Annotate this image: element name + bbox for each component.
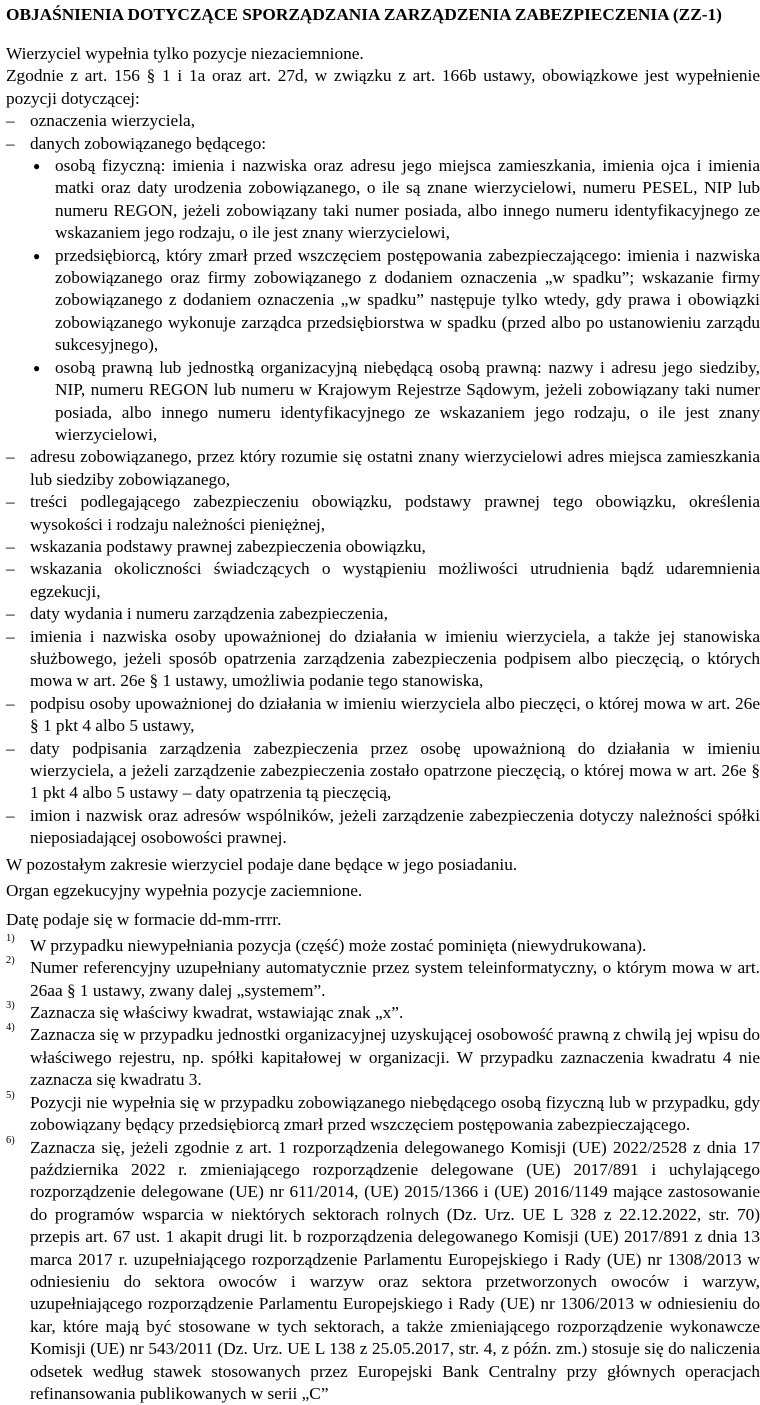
debtor-types-list bbox=[6, 155, 760, 446]
footnote-marker: 6) bbox=[6, 1134, 15, 1148]
footnote-item bbox=[6, 1092, 760, 1137]
list-item bbox=[6, 491, 760, 536]
remaining-paragraph: W pozostałym zakresie wierzyciel podaje dane będące w jego posiadaniu. bbox=[6, 854, 760, 876]
obligatory-positions-list bbox=[6, 110, 760, 155]
document-title: OBJAŚNIENIA DOTYCZĄCE SPORZĄDZANIA ZARZĄDZENIA ZABEZPIECZENIA (ZZ-1) bbox=[6, 0, 760, 27]
footnote-marker: 3) bbox=[6, 999, 15, 1013]
list-item-text: adresu zobowiązanego, przez który rozumie się ostatni znany wierzycielowi adres miejsca zamieszkania lub siedziby zobowiązanego, bbox=[30, 447, 760, 488]
footnote-marker: 2) bbox=[6, 954, 15, 968]
bullet-item bbox=[6, 155, 760, 245]
dash-marker: – bbox=[6, 110, 15, 132]
bullet-icon: ● bbox=[33, 357, 40, 379]
list-item-text: wskazania okoliczności świadczących o wystąpieniu możliwości utrudnienia bądź udaremnienia egzekucji, bbox=[30, 559, 760, 600]
footnote-marker: 4) bbox=[6, 1021, 15, 1035]
lead-paragraph: Zgodnie z art. 156 § 1 i 1a oraz art. 27d, w związku z art. 166b ustawy, obowiązkowe jest wypełnienie pozycji dotyczącej: bbox=[6, 65, 760, 110]
list-item-text: imion i nazwisk oraz adresów wspólników, jeżeli zarządzenie zabezpieczenia dotyczy należności spółki nieposiadającej osobowości prawnej. bbox=[30, 806, 760, 847]
list-item bbox=[6, 133, 760, 155]
footnote-item bbox=[6, 1137, 760, 1405]
list-item bbox=[6, 110, 760, 132]
footnote-text: W przypadku niewypełniania pozycja (część) może zostać pominięta (niewydrukowana). bbox=[30, 936, 646, 955]
list-item bbox=[6, 603, 760, 625]
footnote-text: Pozycji nie wypełnia się w przypadku zobowiązanego niebędącego osobą fizyczną lub w przypadku, gdy zobowiązany będący przedsiębiorcą zmarł przed wszczęciem postępowania zabezpieczającego. bbox=[30, 1093, 760, 1134]
footnote-marker: 5) bbox=[6, 1089, 15, 1103]
list-item-text: daty podpisania zarządzenia zabezpieczenia przez osobę upoważnioną do działania w imieniu wierzyciela, a jeżeli zarządzenie zabezpieczenia zostało opatrzone pieczęcią, o której mowa w art. 26e § 1 pkt 4 albo 5 ustawy – daty opatrzenia tą pieczęcią, bbox=[30, 739, 760, 803]
footnote-text: Zaznacza się w przypadku jednostki organizacyjnej uzyskującej osobowość prawną z chwilą jej wpisu do właściwego rejestru, np. spółki kapitałowej w organizacji. W przypadku zaznaczenia kwadratu 4 nie zaznacza się kwadratu 3. bbox=[30, 1025, 760, 1089]
dash-marker: – bbox=[6, 738, 15, 760]
list-item bbox=[6, 693, 760, 738]
bullet-item bbox=[6, 245, 760, 357]
list-item bbox=[6, 738, 760, 805]
obligatory-positions-list-continued bbox=[6, 446, 760, 849]
dash-marker: – bbox=[6, 693, 15, 715]
list-item-text: daty wydania i numeru zarządzenia zabezpieczenia, bbox=[30, 604, 388, 623]
footnote-item bbox=[6, 935, 760, 957]
footnotes-list bbox=[6, 935, 760, 1405]
dash-marker: – bbox=[6, 805, 15, 827]
dash-marker: – bbox=[6, 603, 15, 625]
list-item bbox=[6, 805, 760, 850]
footnote-text: Zaznacza się, jeżeli zgodnie z art. 1 rozporządzenia delegowanego Komisji (UE) 2022/2528 z dnia 17 października 2022 r. zmieniającego rozporządzenie delegowane (UE) 2017/891 i uchylającego rozporządzenie delegowane (UE) nr 611/2014, (UE) 2015/1366 i (UE) 2016/1149 mające zastosowanie do programów wsparcia w niektórych sektorach rolnych (Dz. Urz. UE L 328 z 22.12.2022, str. 70) przepis art. 67 ust. 1 akapit drugi lit. b rozporządzenia delegowanego Komisji (UE) 2017/891 z dnia 13 marca 2017 r. uzupełniającego rozporządzenie Parlamentu Europejskiego i Rady (UE) nr 1308/2013 w odniesieniu do sektora owoców i warzyw oraz sektora przetworzonych owoców i warzyw, uzupełniającego rozporządzenie Parlamentu Europejskiego i Rady (UE) nr 1306/2013 w odniesieniu do kar, które mają być stosowane w tych sektorach, a także zmieniającego rozporządzenie wykonawcze Komisji (UE) nr 543/2011 (Dz. Urz. UE L 138 z 25.05.2017, str. 4, z późn. zm.) stosuje się do naliczenia odsetek według stawek stosowanych przez Europejski Bank Centralny przy głównych operacjach refinansowania publikowanych w serii „C” bbox=[30, 1138, 760, 1403]
bullet-text: przedsiębiorcą, który zmarł przed wszczęciem postępowania zabezpieczającego: imienia i nazwiska zobowiązanego oraz firmy zobowiązanego z dodaniem oznaczenia „w spadku”; wskazanie firmy zobowiązanego z dodaniem oznaczenia „w spadku” następuje tylko wtedy, gdy prawa i obowiązki zobowiązanego wykonuje zarządca przedsiębiorstwa w spadku (przed albo po ustanowieniu zarządu sukcesyjnego), bbox=[55, 246, 760, 355]
list-item bbox=[6, 446, 760, 491]
list-item bbox=[6, 626, 760, 693]
bullet-text: osobą prawną lub jednostką organizacyjną niebędącą osobą prawną: nazwy i adresu jego siedziby, NIP, numeru REGON lub numeru w Krajowym Rejestrze Sądowym, jeżeli zobowiązany taki numer posiada, albo innego numeru identyfikacyjnego ze wskazaniem jego rodzaju, o ile jest znany wierzycielowi, bbox=[55, 358, 760, 444]
dash-marker: – bbox=[6, 491, 15, 513]
footnote-item bbox=[6, 957, 760, 1002]
footnote-item bbox=[6, 1002, 760, 1024]
dash-marker: – bbox=[6, 536, 15, 558]
bullet-text: osobą fizyczną: imienia i nazwiska oraz adresu jego miejsca zamieszkania, imienia ojca i imienia matki oraz daty urodzenia zobowiązanego, o ile są znane wierzycielowi, numeru PESEL, NIP lub numeru REGON, jeżeli zobowiązany taki numer posiada, albo innego numeru identyfikacyjnego ze wskazaniem jego rodzaju, o ile jest znany wierzycielowi, bbox=[55, 156, 760, 242]
list-item-text: podpisu osoby upoważnionej do działania w imieniu wierzyciela albo pieczęci, o której mowa w art. 26e § 1 pkt 4 albo 5 ustawy, bbox=[30, 694, 760, 735]
bullet-icon: ● bbox=[33, 155, 40, 177]
footnote-item bbox=[6, 1024, 760, 1091]
bullet-item bbox=[6, 357, 760, 447]
list-item-text: treści podlegającego zabezpieczeniu obowiązku, podstawy prawnej tego obowiązku, określenia wysokości i rodzaju należności pieniężnej, bbox=[30, 492, 760, 533]
list-item-text: wskazania podstawy prawnej zabezpieczenia obowiązku, bbox=[30, 537, 426, 556]
intro-paragraph: Wierzyciel wypełnia tylko pozycje niezaciemnione. bbox=[6, 43, 760, 65]
list-item-text: imienia i nazwiska osoby upoważnionej do działania w imieniu wierzyciela, a także jej stanowiska służbowego, jeżeli sposób opatrzenia zarządzenia zabezpieczenia podpisem albo pieczęcią, o których mowa w art. 26e § 1 ustawy, umożliwia podanie tego stanowiska, bbox=[30, 627, 760, 691]
list-item-text: oznaczenia wierzyciela, bbox=[30, 111, 195, 130]
organ-paragraph: Organ egzekucyjny wypełnia pozycje zaciemnione. bbox=[6, 880, 760, 902]
list-item bbox=[6, 536, 760, 558]
dash-marker: – bbox=[6, 558, 15, 580]
dash-marker: – bbox=[6, 133, 15, 155]
dash-marker: – bbox=[6, 626, 15, 648]
footnote-text: Numer referencyjny uzupełniany automatycznie przez system teleinformatyczny, o którym mowa w art. 26aa § 1 ustawy, zwany dalej „systemem”. bbox=[30, 958, 760, 999]
footnote-marker: 1) bbox=[6, 932, 15, 946]
date-format-paragraph: Datę podaje się w formacie dd-mm-rrrr. bbox=[6, 909, 760, 931]
footnote-text: Zaznacza się właściwy kwadrat, wstawiając znak „x”. bbox=[30, 1003, 403, 1022]
bullet-icon: ● bbox=[33, 245, 40, 267]
dash-marker: – bbox=[6, 446, 15, 468]
list-item bbox=[6, 558, 760, 603]
list-item-text: danych zobowiązanego będącego: bbox=[30, 134, 266, 153]
